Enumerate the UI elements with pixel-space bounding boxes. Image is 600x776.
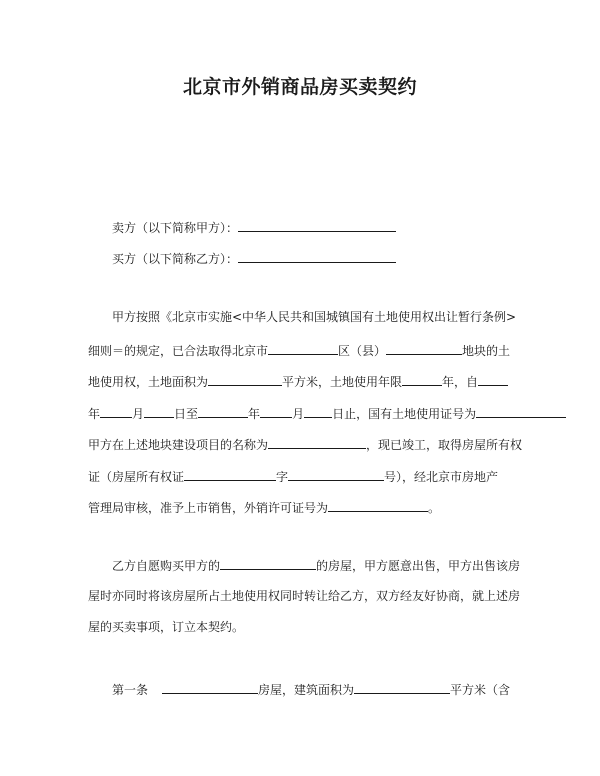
para1-text: 地使用权，土地面积为 — [88, 375, 209, 389]
para1-text: 日至 — [174, 407, 199, 421]
article-1-text: 平方米（含 — [450, 683, 511, 697]
para1-text: 平方米，土地使用年限 — [282, 375, 403, 389]
article-1-label: 第一条 — [112, 683, 149, 697]
para1-text: 月 — [292, 407, 305, 421]
para2-line-3 — [88, 619, 244, 635]
para1-text: 年 — [248, 407, 261, 421]
buyer-blank[interactable] — [238, 249, 396, 263]
para1-text: 年 — [88, 407, 101, 421]
sales-permit-blank[interactable] — [328, 498, 428, 512]
para2-text: 的房屋，甲方愿意出售，甲方出售该房 — [316, 559, 521, 573]
para1-text: 年，自 — [442, 375, 479, 389]
para2-line-2 — [88, 588, 520, 604]
para1-line-5 — [88, 435, 522, 453]
floor-area-blank[interactable] — [354, 680, 450, 694]
para1-line-6 — [88, 467, 498, 485]
para1-text: 甲方按照《北京市实施<中华人民共和国城镇国有土地使用权出让暂行条例> — [112, 310, 517, 324]
para1-text: 日止，国有土地使用证号为 — [332, 407, 477, 421]
seller-label: 卖方（以下简称甲方）： — [112, 221, 239, 235]
end-day-blank[interactable] — [304, 404, 332, 418]
para1-text: 管理局审核，准予上市销售，外销许可证号为 — [88, 501, 329, 515]
para1-line-2 — [88, 341, 510, 359]
para1-text: ，现已竣工，取得房屋所有权 — [366, 438, 523, 452]
document-title: 北京市外销商品房买卖契约 — [182, 76, 417, 98]
seller-line — [112, 218, 396, 236]
para1-line-3 — [88, 372, 508, 390]
land-term-blank[interactable] — [402, 372, 442, 386]
para1-text: 字 — [276, 470, 289, 484]
para2-text: 乙方自愿购买甲方的 — [112, 559, 221, 573]
para1-text: 证（房屋所有权证 — [88, 470, 185, 484]
para1-text: 。 — [428, 501, 441, 515]
purchased-property-blank[interactable] — [220, 556, 316, 570]
para1-text: 甲方在上述地块建设项目的名称为 — [88, 438, 269, 452]
para1-text: 号），经北京市房地产 — [384, 470, 499, 484]
parcel-blank[interactable] — [386, 341, 462, 355]
end-year-blank[interactable] — [198, 404, 248, 418]
para1-line-4 — [88, 404, 566, 422]
para2-text: 屋时亦同时将该房屋所占土地使用权同时转让给乙方，双方经友好协商，就上述房 — [88, 589, 521, 603]
article-1-line — [112, 680, 510, 698]
start-month-blank[interactable] — [100, 404, 132, 418]
property-cert-number-blank[interactable] — [288, 467, 384, 481]
district-blank[interactable] — [268, 341, 338, 355]
para1-line-7 — [88, 498, 440, 516]
para2-text: 屋的买卖事项，订立本契约。 — [88, 620, 245, 634]
buyer-label: 买方（以下简称乙方）： — [112, 252, 239, 266]
seller-blank[interactable] — [238, 218, 396, 232]
land-area-blank[interactable] — [208, 372, 282, 386]
article-1-property-blank[interactable] — [162, 680, 258, 694]
para1-text: 细则＝的规定，已合法取得北京市 — [88, 344, 269, 358]
para2-line-1 — [112, 556, 520, 574]
land-cert-number-blank[interactable] — [476, 404, 566, 418]
article-1-text: 房屋，建筑面积为 — [258, 683, 355, 697]
para1-text: 地块的土 — [462, 344, 511, 358]
para1-text: 区（县） — [338, 344, 387, 358]
start-day-blank[interactable] — [144, 404, 174, 418]
project-name-blank[interactable] — [268, 435, 366, 449]
start-year-blank[interactable] — [478, 372, 508, 386]
end-month-blank[interactable] — [260, 404, 292, 418]
property-cert-prefix-blank[interactable] — [184, 467, 276, 481]
para1-line-1 — [112, 309, 516, 325]
para1-text: 月 — [132, 407, 145, 421]
buyer-line — [112, 249, 396, 267]
